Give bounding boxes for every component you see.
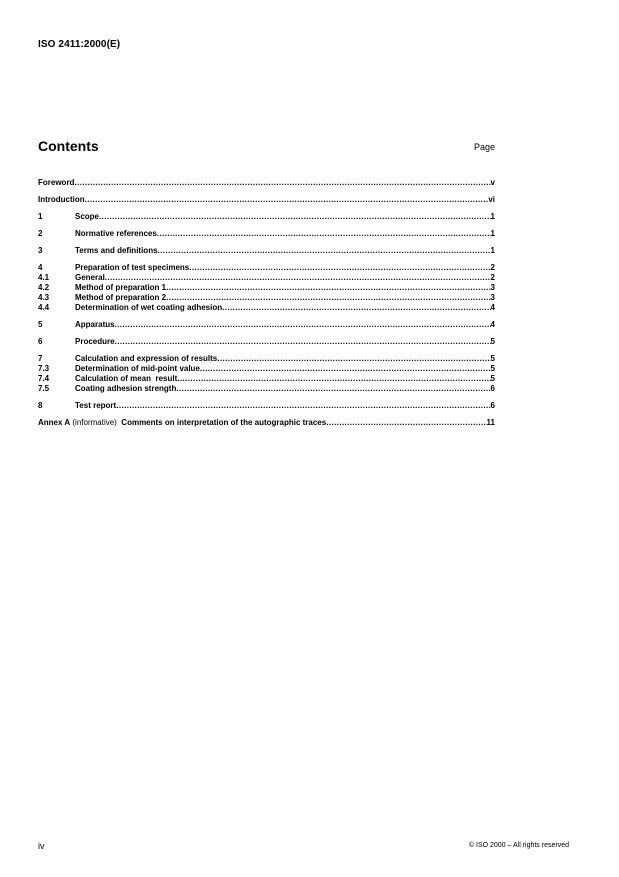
toc-leader-dots	[157, 229, 491, 239]
toc-entry-title: Determination of mid-point value	[75, 364, 200, 373]
toc-entry-page: v	[490, 178, 495, 187]
toc-entry-number: 2	[38, 229, 43, 238]
toc-entry-title	[38, 418, 326, 428]
toc-leader-dots	[85, 195, 489, 205]
toc-leader-dots	[176, 384, 490, 394]
toc-entry-page: 11	[486, 418, 495, 427]
document-id-header: ISO 2411:2000(E)	[38, 39, 121, 50]
toc-entry-number: 1	[38, 212, 43, 221]
toc-entry-terms-and-definitions[interactable]	[38, 246, 495, 256]
toc-entry-preparation-of-test-specimens[interactable]	[38, 263, 495, 273]
toc-entry-annex-a[interactable]	[38, 418, 495, 428]
toc-entry-general[interactable]	[38, 273, 495, 283]
toc-entry-introduction[interactable]	[38, 195, 495, 205]
toc-entry-page: 5	[490, 354, 495, 363]
toc-entry-title: General	[75, 273, 105, 282]
toc-entry-title: Foreword	[38, 178, 75, 187]
toc-leader-dots	[115, 337, 491, 347]
toc-entry-page: 2	[490, 263, 495, 272]
toc-entry-page: 6	[490, 384, 495, 393]
toc-entry-page: vi	[488, 195, 495, 204]
toc-entry-title: Coating adhesion strength	[75, 384, 177, 393]
toc-leader-dots	[166, 293, 490, 303]
copyright-footer: © ISO 2000 – All rights reserved	[468, 842, 569, 849]
toc-leader-dots	[99, 212, 491, 222]
toc-entry-title: Calculation and expression of results	[75, 354, 218, 363]
toc-entry-page: 4	[490, 320, 495, 329]
toc-entry-title: Scope	[75, 212, 100, 221]
toc-entry-page: 5	[490, 364, 495, 373]
toc-entry-title: Procedure	[75, 337, 115, 346]
toc-entry-number: 6	[38, 337, 43, 346]
toc-entry-number: 4.3	[38, 293, 50, 302]
page-column-label: Page	[473, 142, 495, 152]
toc-entry-scope[interactable]	[38, 212, 495, 222]
toc-entry-number: 4.1	[38, 273, 50, 282]
toc-entry-page: 4	[490, 303, 495, 312]
toc-entry-page: 3	[490, 293, 495, 302]
toc-leader-dots	[158, 246, 491, 256]
toc-leader-dots	[189, 263, 490, 273]
toc-entry-coating-adhesion-strength[interactable]	[38, 384, 495, 394]
toc-entry-number: 4.4	[38, 303, 50, 312]
toc-entry-foreword[interactable]	[38, 178, 495, 188]
toc-entry-normative-references[interactable]	[38, 229, 495, 239]
toc-entry-page: 3	[490, 283, 495, 292]
toc-entry-mid-point-value[interactable]	[38, 364, 495, 374]
table-of-contents	[38, 178, 495, 428]
toc-entry-page: 1	[490, 229, 495, 238]
toc-leader-dots	[74, 178, 490, 188]
annex-informative-label: (informative)	[70, 418, 117, 427]
toc-entry-title: Preparation of test specimens	[75, 263, 190, 272]
toc-entry-title: Test report	[75, 401, 117, 410]
toc-leader-dots	[166, 283, 490, 293]
toc-entry-calculation-and-expression[interactable]	[38, 354, 495, 364]
toc-entry-test-report[interactable]	[38, 401, 495, 411]
toc-entry-number: 3	[38, 246, 43, 255]
toc-entry-page: 5	[490, 374, 495, 383]
toc-entry-number: 7	[38, 354, 43, 363]
toc-entry-title: Calculation of mean result	[75, 374, 178, 383]
toc-leader-dots	[105, 273, 491, 283]
toc-leader-dots	[222, 303, 490, 313]
toc-entry-number: 7.5	[38, 384, 50, 393]
toc-leader-dots	[116, 401, 490, 411]
toc-entry-title: Method of preparation 1	[75, 283, 167, 292]
toc-entry-page: 5	[490, 337, 495, 346]
toc-entry-title: Terms and definitions	[75, 246, 158, 255]
toc-entry-procedure[interactable]	[38, 337, 495, 347]
toc-entry-mean-result[interactable]	[38, 374, 495, 384]
toc-leader-dots	[200, 364, 491, 374]
annex-label: Annex A	[38, 418, 71, 427]
toc-entry-title: Method of preparation 2	[75, 293, 167, 302]
contents-heading: Contents	[38, 138, 99, 154]
toc-leader-dots	[177, 374, 490, 384]
toc-leader-dots	[115, 320, 491, 330]
page-number-footer: iv	[38, 841, 45, 851]
toc-leader-dots	[326, 418, 486, 428]
toc-entry-number: 8	[38, 401, 43, 410]
toc-entry-wet-coating-adhesion[interactable]	[38, 303, 495, 313]
toc-entry-page: 6	[490, 401, 495, 410]
toc-entry-page: 1	[490, 212, 495, 221]
toc-entry-number: 4	[38, 263, 43, 272]
toc-entry-title: Introduction	[38, 195, 85, 204]
toc-entry-number: 7.3	[38, 364, 50, 373]
toc-entry-title: Determination of wet coating adhesion	[75, 303, 223, 312]
annex-title: Comments on interpretation of the autographic traces	[116, 418, 327, 427]
toc-entry-method-of-preparation-2[interactable]	[38, 293, 495, 303]
toc-entry-number: 4.2	[38, 283, 50, 292]
toc-entry-title: Apparatus	[75, 320, 115, 329]
toc-entry-apparatus[interactable]	[38, 320, 495, 330]
toc-entry-page: 1	[490, 246, 495, 255]
toc-entry-number: 5	[38, 320, 43, 329]
toc-leader-dots	[217, 354, 490, 364]
toc-entry-title: Normative references	[75, 229, 157, 238]
toc-entry-page: 2	[490, 273, 495, 282]
toc-entry-method-of-preparation-1[interactable]	[38, 283, 495, 293]
toc-entry-number: 7.4	[38, 374, 50, 383]
